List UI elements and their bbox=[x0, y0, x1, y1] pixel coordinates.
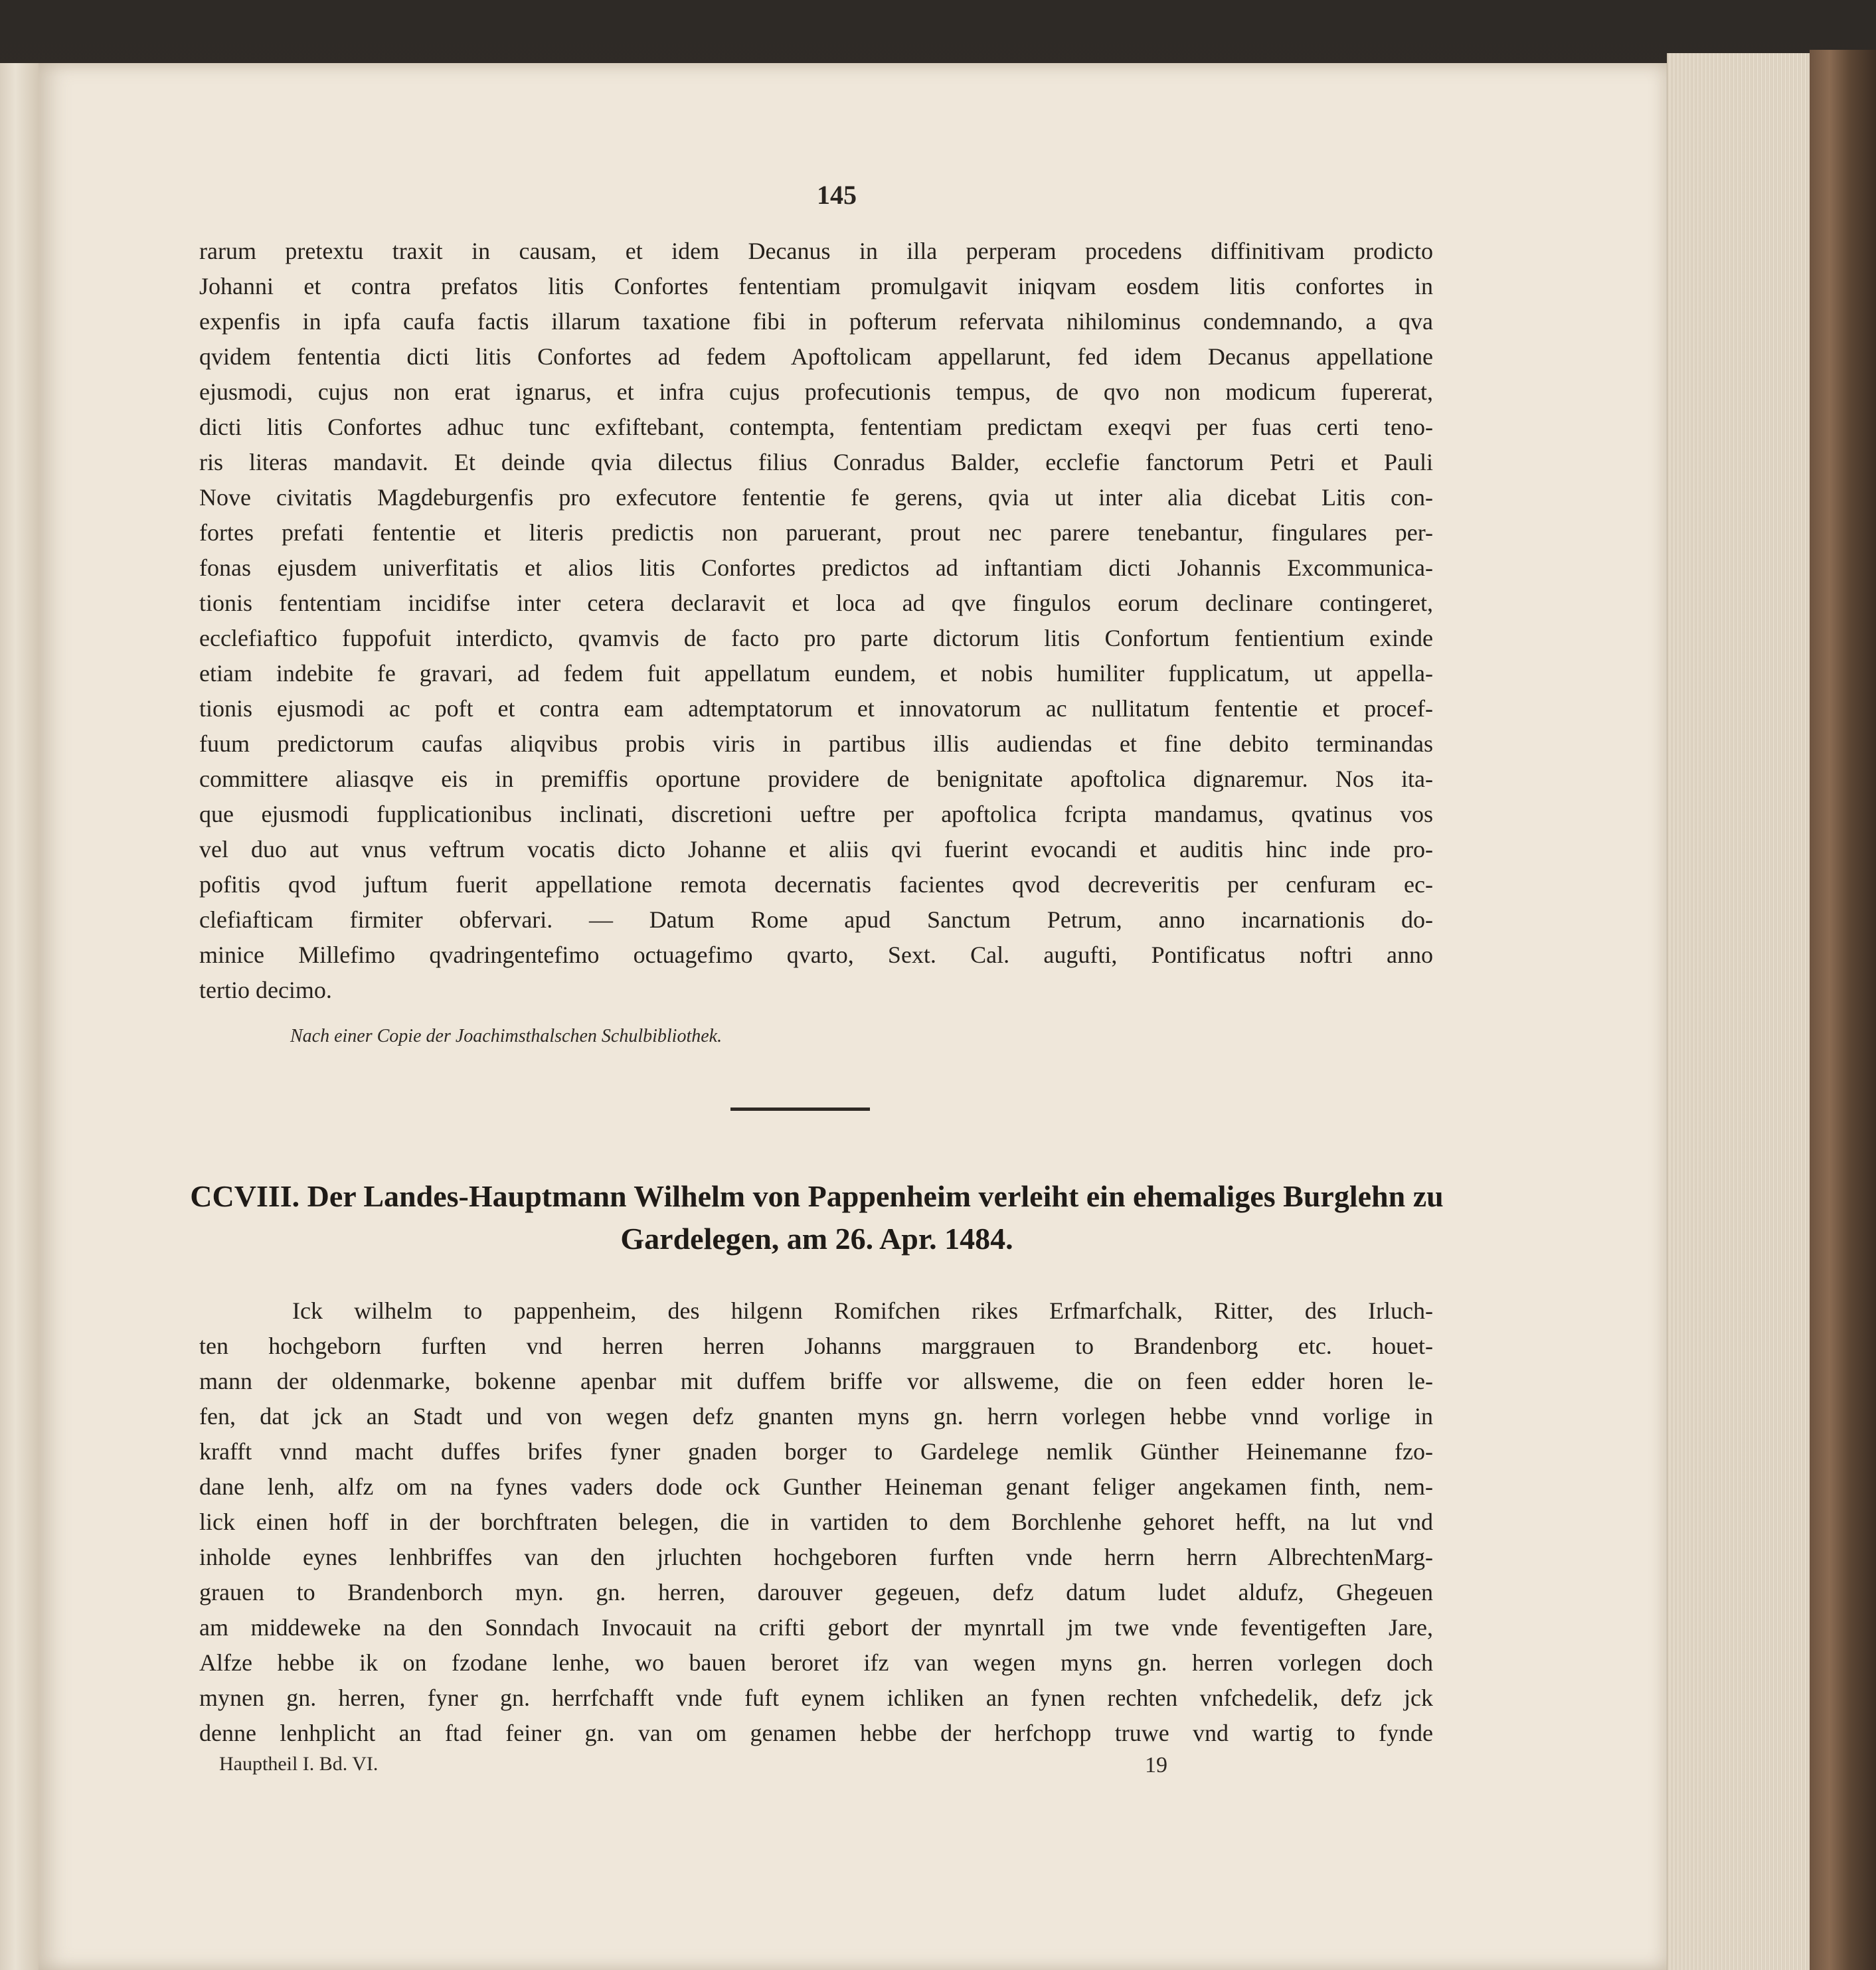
text-line: clefiafticam firmiter obfervari. — Datum Rome apud Sanctum Petrum, anno incarnationis do- bbox=[199, 906, 1433, 933]
text-line: etiam indebite fe gravari, ad fedem fuit appellatum eundem, et nobis humiliter fupplicatum, ut appella- bbox=[199, 660, 1433, 687]
text-line: ejusmodi, cujus non erat ignarus, et infra cujus profecutionis tempus, de qvo non modicum fupererat, bbox=[199, 378, 1433, 405]
text-line: mynen gn. herren, fyner gn. herrfchafft vnde fuft eynem ichliken an fynen rechten vnfchedelik, defz jck bbox=[199, 1684, 1433, 1711]
text-line: fen, dat jck an Stadt und von wegen defz gnanten myns gn. herrn vorlegen hebbe vnnd vorlige in bbox=[199, 1403, 1433, 1430]
text-line: ecclefiaftico fuppofuit interdicto, qvamvis de facto pro parte dictorum litis Confortum fentientium exinde bbox=[199, 625, 1433, 651]
text-line: dicti litis Confortes adhuc tunc exfiftebant, contempta, fententiam predictam exeqvi per fuas certi teno- bbox=[199, 414, 1433, 440]
section-divider bbox=[730, 1108, 870, 1111]
document-heading bbox=[186, 1175, 1448, 1260]
text-line: que ejusmodi fupplicationibus inclinati, discretioni ueftre per apoftolica fcripta mandamus, qvatinus vos bbox=[199, 801, 1433, 827]
text-line: vel duo aut vnus veftrum vocatis dicto Johanne et aliis qvi fuerint evocandi et auditis hinc inde pro- bbox=[199, 836, 1433, 862]
previous-page-edge bbox=[0, 63, 39, 1970]
text-line: krafft vnnd macht duffes brifes fyner gnaden borger to Gardelege nemlik Günther Heinemanne fzo- bbox=[199, 1438, 1433, 1465]
text-line: tertio decimo. bbox=[199, 977, 332, 1003]
heading-line: Gardelegen, am 26. Apr. 1484. bbox=[620, 1222, 1013, 1256]
text-line: mann der oldenmarke, bokenne apenbar mit duffem briffe vor allsweme, die on feen edder horen le- bbox=[199, 1368, 1433, 1394]
text-line: tionis fententiam incidifse inter cetera declaravit et loca ad qve fingulos eorum declinare contingeret, bbox=[199, 590, 1433, 616]
book-cover-edge bbox=[1810, 50, 1876, 1970]
text-line: pofitis qvod juftum fuerit appellatione remota decernatis facientes qvod decreveritis per cenfuram ec- bbox=[199, 871, 1433, 898]
text-line: Ick wilhelm to pappenheim, des hilgenn Romifchen rikes Erfmarfchalk, Ritter, des Irluch- bbox=[292, 1297, 1433, 1324]
text-line: minice Millefimo qvadringentefimo octuagefimo qvarto, Sext. Cal. augufti, Pontificatus noftri anno bbox=[199, 942, 1433, 968]
text-line: fonas ejusdem univerfitatis et alios litis Confortes predictos ad inftantiam dicti Johannis Excommunica- bbox=[199, 554, 1433, 581]
text-line: am middeweke na den Sonndach Invocauit na crifti gebort der mynrtall jm twe vnde feventigeften Jare, bbox=[199, 1614, 1433, 1641]
latin-document-text bbox=[199, 234, 1433, 1008]
text-line: Johanni et contra prefatos litis Confortes fententiam promulgavit iniqvam eosdem litis confortes in bbox=[199, 273, 1433, 299]
text-line: dane lenh, alfz om na fynes vaders dode ock Gunther Heineman genant feliger angekamen finth, nem- bbox=[199, 1473, 1433, 1500]
text-line: grauen to Brandenborch myn. gn. herren, darouver gegeuen, defz datum ludet aldufz, Ghegeuen bbox=[199, 1579, 1433, 1605]
footer-volume-signature: Hauptheil I. Bd. VI. bbox=[219, 1753, 379, 1775]
charter-text bbox=[199, 1293, 1433, 1751]
text-line: Alfze hebbe ik on fzodane lenhe, wo bauen beroret ifz van wegen myns gn. herren vorlegen doch bbox=[199, 1649, 1433, 1676]
text-line: Nove civitatis Magdeburgenfis pro exfecutore fententie fe gerens, qvia ut inter alia dicebat Litis con- bbox=[199, 484, 1433, 511]
text-line: rarum pretextu traxit in causam, et idem Decanus in illa perperam procedens diffinitivam prodicto bbox=[199, 238, 1433, 264]
text-line: fortes prefati fententie et literis predictis non paruerant, prout nec parere tenebantur, fingulares per- bbox=[199, 519, 1433, 546]
page-number: 145 bbox=[817, 180, 857, 210]
text-line: inholde eynes lenhbriffes van den jrluchten hochgeboren furften vnde herrn herrn AlbrechtenMarg- bbox=[199, 1544, 1433, 1570]
text-line: expenfis in ipfa caufa factis illarum taxatione fibi in pofterum refervata nihilominus condemnando, a qva bbox=[199, 308, 1433, 335]
source-note: Nach einer Copie der Joachimsthalschen Schulbibliothek. bbox=[290, 1026, 723, 1046]
text-line: committere aliasqve eis in premiffis oportune providere de benignitate apoftolica dignaremur. Nos ita- bbox=[199, 766, 1433, 792]
text-line: ris literas mandavit. Et deinde qvia dilectus filius Conradus Balder, ecclefie fanctorum Petri et Pauli bbox=[199, 449, 1433, 475]
footer-sheet-number: 19 bbox=[1145, 1753, 1167, 1777]
text-line: qvidem fententia dicti litis Confortes ad fedem Apoftolicam appellarunt, fed idem Decanus appellatione bbox=[199, 343, 1433, 370]
text-line: lick einen hoff in der borchftraten belegen, die in vartiden to dem Borchlenhe gehoret hefft, na lut vnd bbox=[199, 1509, 1433, 1535]
text-line: tionis ejusmodi ac poft et contra eam adtemptatorum et innovatorum ac nullitatum fententie et procef- bbox=[199, 695, 1433, 722]
text-line: ten hochgeborn furften vnd herren herren Johanns marggrauen to Brandenborg etc. houet- bbox=[199, 1333, 1433, 1359]
heading-line: CCVIII. Der Landes-Hauptmann Wilhelm von Pappenheim verleiht ein ehemaliges Burglehn zu bbox=[190, 1179, 1444, 1213]
page-block-edges bbox=[1667, 53, 1810, 1970]
text-line: fuum predictorum caufas aliqvibus probis viris in partibus illis audiendas et fine debito terminandas bbox=[199, 730, 1433, 757]
text-line: denne lenhplicht an ftad feiner gn. van om genamen hebbe der herfchopp truwe vnd wartig to fynde bbox=[199, 1720, 1433, 1746]
